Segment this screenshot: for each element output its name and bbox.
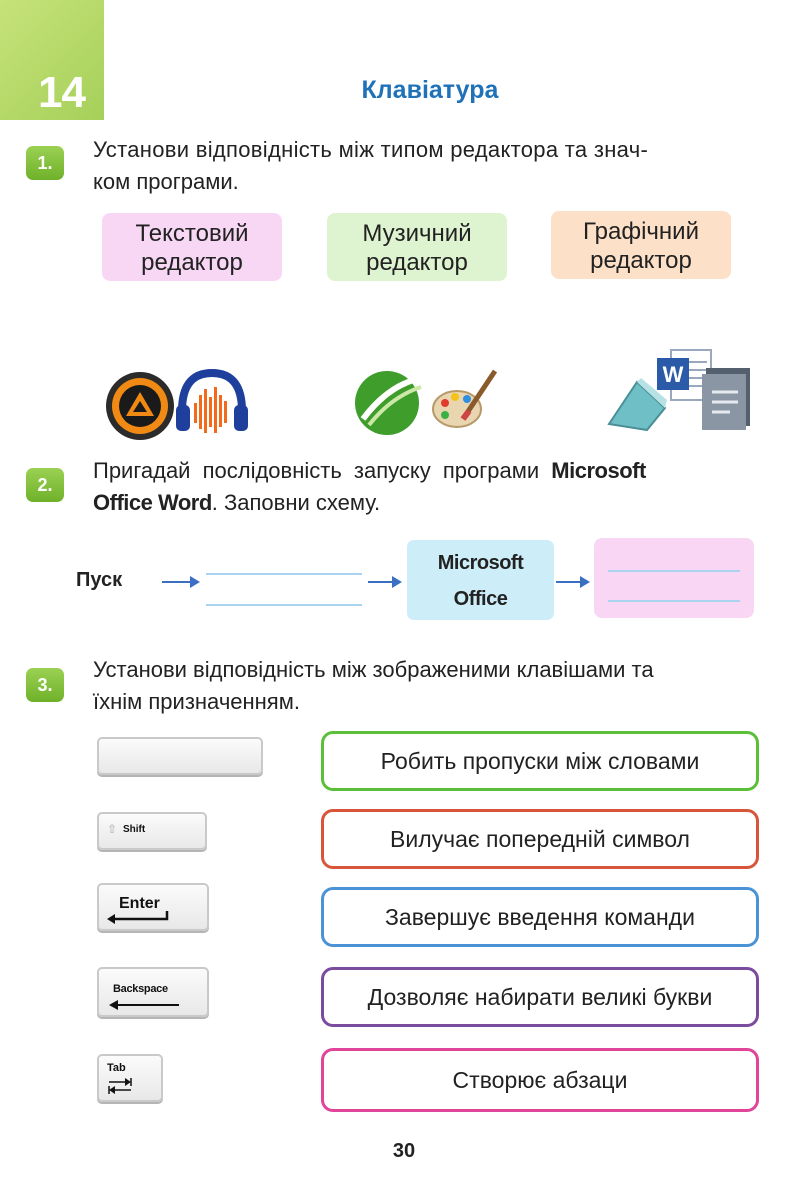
- enter-arrow-icon: [107, 911, 171, 925]
- document-icon[interactable]: [700, 364, 758, 432]
- editor-label-line1: Графічний: [583, 218, 699, 245]
- backspace-key[interactable]: [97, 967, 209, 1017]
- audacity-icon[interactable]: [174, 367, 250, 435]
- editor-label-line1: Музичний: [362, 220, 472, 247]
- space-key[interactable]: [97, 737, 263, 775]
- flow-arrow-3: [556, 581, 588, 583]
- task-badge-3: 3.: [26, 668, 64, 702]
- paint-palette-icon[interactable]: [429, 365, 501, 433]
- svg-text:W: W: [662, 362, 684, 387]
- task2-line1-bold: Microsoft: [551, 458, 646, 483]
- task3-text: [93, 654, 763, 718]
- task2-line1-text: Пригадай послідовність запуску програми: [93, 458, 552, 483]
- shift-arrow-icon: ⇧: [107, 822, 118, 836]
- task2-text: [93, 455, 763, 519]
- backspace-arrow-icon: [109, 999, 179, 1011]
- text-editor-box[interactable]: [102, 213, 282, 281]
- task3-line2: їхнім призначенням.: [93, 689, 300, 714]
- page-number: 30: [392, 1140, 416, 1162]
- aimp-icon[interactable]: [104, 370, 176, 442]
- shift-key[interactable]: [97, 812, 207, 850]
- task1-line1: Установи відповідність між типом редактора та знач-: [93, 137, 649, 162]
- coreldraw-icon[interactable]: [351, 367, 427, 437]
- answer-box-final[interactable]: [594, 538, 754, 618]
- tab-key[interactable]: [97, 1054, 163, 1102]
- answer-line-2b[interactable]: [608, 600, 740, 602]
- editor-label-line2: редактор: [366, 249, 468, 276]
- flow-arrow-2: [368, 581, 400, 583]
- task-badge-1: 1.: [26, 146, 64, 180]
- answer-space-purpose[interactable]: Робить пропуски між словами: [321, 731, 759, 791]
- music-editor-box[interactable]: [327, 213, 507, 281]
- answer-shift-purpose[interactable]: Дозволяє набирати великі букви: [321, 967, 759, 1027]
- tab-key-label: Tab: [107, 1062, 126, 1074]
- task3-line1: Установи відповідність між зображеними клавішами та: [93, 657, 654, 682]
- task-badge-2: 2.: [26, 468, 64, 502]
- lesson-number: 14: [38, 68, 85, 117]
- graphic-editor-box[interactable]: [551, 211, 731, 279]
- task1-text: [93, 134, 763, 198]
- tab-arrows-icon: [107, 1078, 133, 1094]
- backspace-key-label: Backspace: [113, 983, 168, 995]
- answer-line-1a[interactable]: [206, 573, 362, 575]
- answer-tab-purpose[interactable]: Створює абзаци: [321, 1048, 759, 1112]
- office-line2: Office: [453, 588, 508, 610]
- shift-key-label: Shift: [123, 824, 146, 835]
- answer-enter-purpose[interactable]: Завершує введення команди: [321, 887, 759, 947]
- flow-arrow-1: [162, 581, 198, 583]
- office-line1: Microsoft: [437, 552, 524, 574]
- page-title: Клавіатура: [361, 76, 499, 104]
- editor-label-line2: редактор: [590, 247, 692, 274]
- answer-line-2a[interactable]: [608, 570, 740, 572]
- task2-line2-bold: Office Word: [93, 490, 212, 515]
- task2-line1: [93, 455, 763, 487]
- task1-line2: ком програми.: [93, 169, 239, 194]
- enter-key[interactable]: [97, 883, 209, 931]
- editor-label-line2: редактор: [141, 249, 243, 276]
- task2-line2-text: . Заповни схему.: [211, 490, 381, 515]
- task2-line2: [93, 487, 763, 519]
- enter-key-label: Enter: [119, 895, 160, 912]
- start-label: Пуск: [76, 569, 123, 591]
- microsoft-office-box: [407, 540, 554, 620]
- answer-delete-purpose[interactable]: Вилучає попередній символ: [321, 809, 759, 869]
- answer-line-1b[interactable]: [206, 604, 362, 606]
- editor-label-line1: Текстовий: [135, 220, 249, 247]
